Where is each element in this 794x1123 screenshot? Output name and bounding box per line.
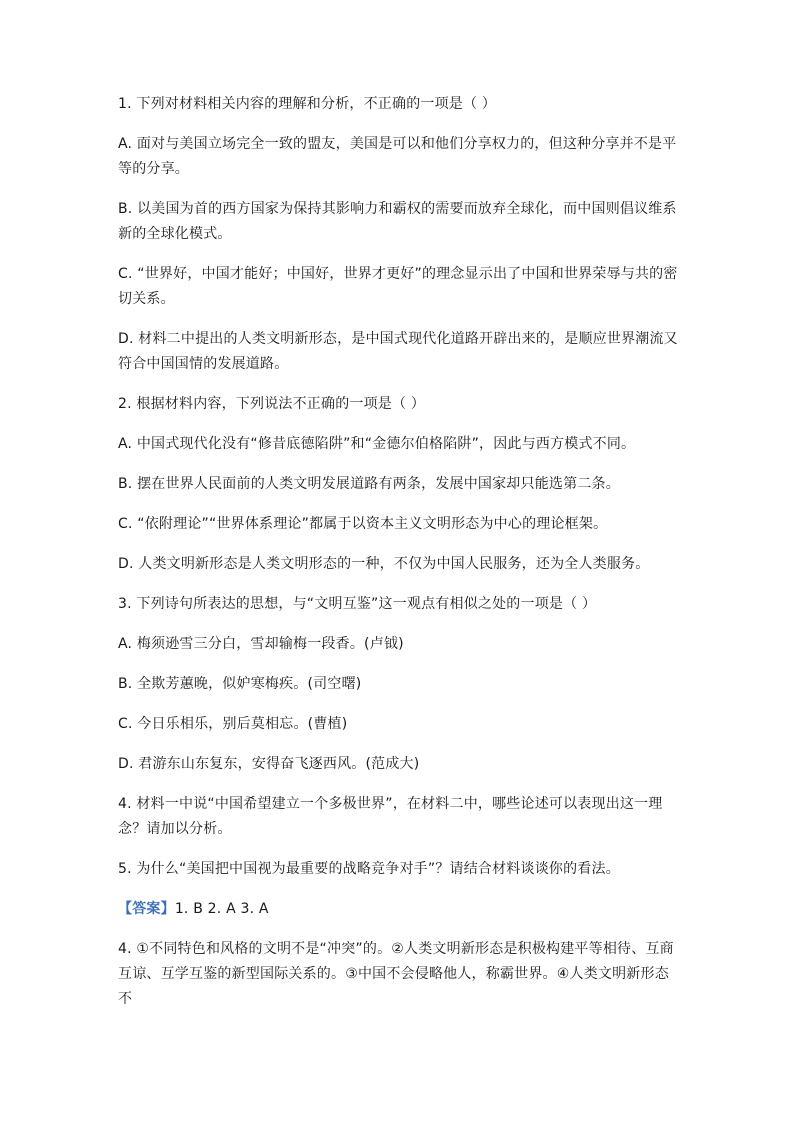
question-1-option-c: C. “世界好，中国才能好；中国好，世界才更好”的理念显示出了中国和世界荣辱与共的密切关系。 [118, 266, 678, 307]
question-2-option-c: C. “依附理论”“世界体系理论”都属于以资本主义文明形态为中心的理论框架。 [118, 516, 608, 532]
question-3-option-a: A. 梅须逊雪三分白，雪却输梅一段香。(卢钺) [118, 636, 404, 652]
analysis-4: 4. ①不同特色和风格的文明不是“冲突”的。②人类文明新形态是积极构建平等相待、互商互谅、互学互鉴的新型国际关系的。③中国不会侵略他人，称霸世界。④人类文明新形态不 [118, 941, 674, 1007]
answer-line [118, 897, 678, 922]
question-1-option-b: B. 以美国为首的西方国家为保持其影响力和霸权的需要而放弃全球化，而中国则倡议维系新的全球化模式。 [118, 201, 677, 242]
question-3-option-d: D. 君游东山东复东，安得奋飞逐西风。(范成大) [118, 756, 420, 772]
question-2-stem: 2. 根据材料内容，下列说法不正确的一项是（ ） [118, 396, 426, 412]
question-1-option-a: A. 面对与美国立场完全一致的盟友，美国是可以和他们分享权力的，但这种分享并不是平等的分享。 [118, 136, 677, 177]
question-3-stem: 3. 下列诗句所表达的思想，与“文明互鉴”这一观点有相似之处的一项是（ ） [118, 596, 597, 612]
answer-text: 1. B 2. A 3. A [174, 901, 269, 917]
question-3-option-c: C. 今日乐相乐，别后莫相忘。(曹植) [118, 716, 348, 732]
question-4-stem: 4. 材料一中说“中国希望建立一个多极世界”，在材料二中，哪些论述可以表现出这一理念？请加以分析。 [118, 796, 663, 837]
answer-label: 【答案】 [118, 901, 175, 917]
question-2-option-a: A. 中国式现代化没有“修昔底德陷阱”和“金德尔伯格陷阱”，因此与西方模式不同。 [118, 436, 636, 452]
question-5-stem: 5. 为什么“美国把中国视为最重要的战略竞争对手”？请结合材料谈谈你的看法。 [118, 861, 620, 877]
question-1-stem: 1. 下列对材料相关内容的理解和分析，不正确的一项是（ ） [118, 96, 497, 112]
question-2-option-d: D. 人类文明新形态是人类文明形态的一种，不仅为中国人民服务，还为全人类服务。 [118, 556, 650, 572]
document-body [118, 92, 678, 1027]
question-1-option-d: D. 材料二中提出的人类文明新形态，是中国式现代化道路开辟出来的，是顺应世界潮流又符合中国国情的发展道路。 [118, 331, 678, 372]
question-2-option-b: B. 摆在世界人民面前的人类文明发展道路有两条，发展中国家却只能选第二条。 [118, 476, 620, 492]
question-3-option-b: B. 全欺芳蕙晚，似妒寒梅疾。(司空曙) [118, 676, 362, 692]
